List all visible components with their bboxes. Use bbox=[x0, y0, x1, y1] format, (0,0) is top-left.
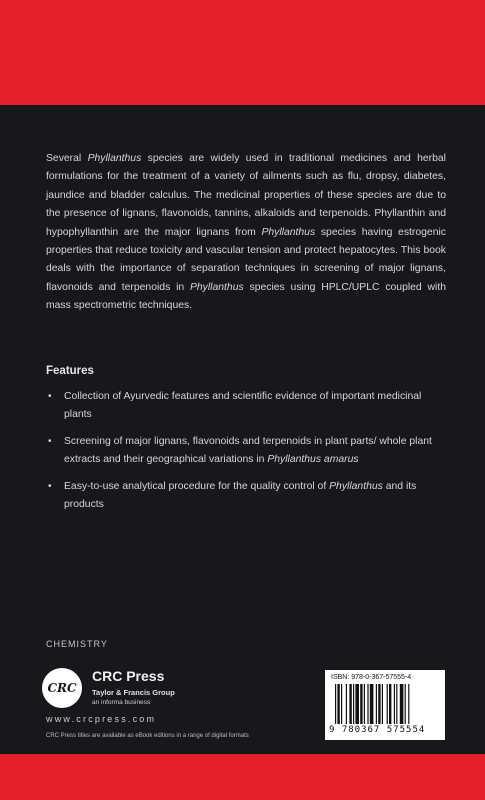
bullet-icon: • bbox=[48, 480, 52, 492]
feature-item bbox=[46, 388, 446, 425]
features-list bbox=[46, 388, 446, 522]
barcode-bar bbox=[400, 684, 404, 724]
barcode-bar bbox=[360, 684, 362, 724]
subject-category: CHEMISTRY bbox=[46, 639, 108, 649]
logo-text: CRC bbox=[47, 681, 77, 695]
features-heading: Features bbox=[46, 365, 94, 377]
ebook-note: CRC Press titles are available as eBook editions in a range of digital formats bbox=[46, 733, 249, 739]
barcode bbox=[325, 670, 445, 740]
feature-item bbox=[46, 478, 446, 515]
feature-text: and its products bbox=[64, 480, 417, 511]
barcode-bar bbox=[370, 684, 374, 724]
barcode-bar bbox=[346, 684, 347, 724]
barcode-bar bbox=[394, 684, 395, 724]
barcode-bar bbox=[355, 684, 359, 724]
barcode-bar bbox=[382, 684, 383, 724]
barcode-bar bbox=[387, 684, 388, 724]
barcode-bar bbox=[396, 684, 397, 724]
barcode-bar bbox=[367, 684, 368, 724]
feature-text: Screening of major lignans, flavonoids and terpenoids in plant parts/ whole plant extracts and their geographical variations in bbox=[64, 435, 432, 466]
feature-genus: Phyllanthus bbox=[329, 480, 383, 492]
barcode-bar bbox=[378, 684, 380, 724]
bottom-red-band bbox=[0, 754, 485, 800]
feature-text: Collection of Ayurvedic features and scientific evidence of important medicinal plants bbox=[64, 391, 422, 421]
bullet-icon: • bbox=[48, 391, 52, 402]
publisher-website: www.crcpress.com bbox=[46, 714, 157, 724]
description-text: species are widely used in traditional medicines and herbal formulations for the treatment of a variety of ailments such as flu, dropsy, diabetes, jaundice and bladder calculus. The medicinal properties of these species are due to the presence of lignans, flavonoids, tannins, alkaloids and terpenoids. Phyllanthin and hypophyllanthin are the major lignans from bbox=[46, 153, 446, 238]
barcode-digits: 9 780367 575554 bbox=[329, 725, 426, 735]
barcode-bar bbox=[389, 684, 391, 724]
barcode-bar bbox=[353, 684, 354, 724]
barcode-bar bbox=[335, 684, 336, 724]
publisher-business: an informa business bbox=[92, 699, 151, 706]
feature-species: Phyllanthus amarus bbox=[267, 454, 359, 466]
barcode-bar bbox=[408, 684, 409, 724]
description-text: species having estrogenic properties that reduce toxicity and vascular tension and protect hepatocytes. This book deals with the importance of separation techniques in screening of major lignans, flavonoids and terpenoids in bbox=[46, 226, 446, 293]
feature-item bbox=[46, 433, 446, 470]
crc-logo-icon bbox=[42, 668, 82, 708]
description-paragraph bbox=[46, 150, 446, 316]
barcode-bar bbox=[376, 684, 377, 724]
feature-text: Easy-to-use analytical procedure for the quality control of bbox=[64, 480, 330, 492]
description-genus: Phyllanthus bbox=[189, 281, 244, 293]
bullet-icon: • bbox=[48, 435, 52, 447]
description-genus: Phyllanthus bbox=[87, 153, 142, 164]
barcode-bar bbox=[349, 684, 351, 724]
barcode-bar bbox=[364, 684, 365, 724]
top-red-band bbox=[0, 0, 485, 105]
publisher-group: Taylor & Francis Group bbox=[92, 688, 175, 697]
isbn-label: ISBN: 978-0-367-57555-4 bbox=[331, 674, 412, 681]
description-text: Several bbox=[46, 153, 88, 164]
barcode-bar bbox=[405, 684, 406, 724]
description-genus: Phyllanthus bbox=[261, 226, 316, 238]
barcode-bar bbox=[337, 684, 339, 724]
barcode-bar bbox=[341, 684, 342, 724]
barcode-bars-icon bbox=[335, 684, 437, 724]
description-text: species using HPLC/UPLC coupled with mass spectrometric techniques. bbox=[46, 281, 446, 312]
publisher-name: CRC Press bbox=[92, 668, 165, 684]
